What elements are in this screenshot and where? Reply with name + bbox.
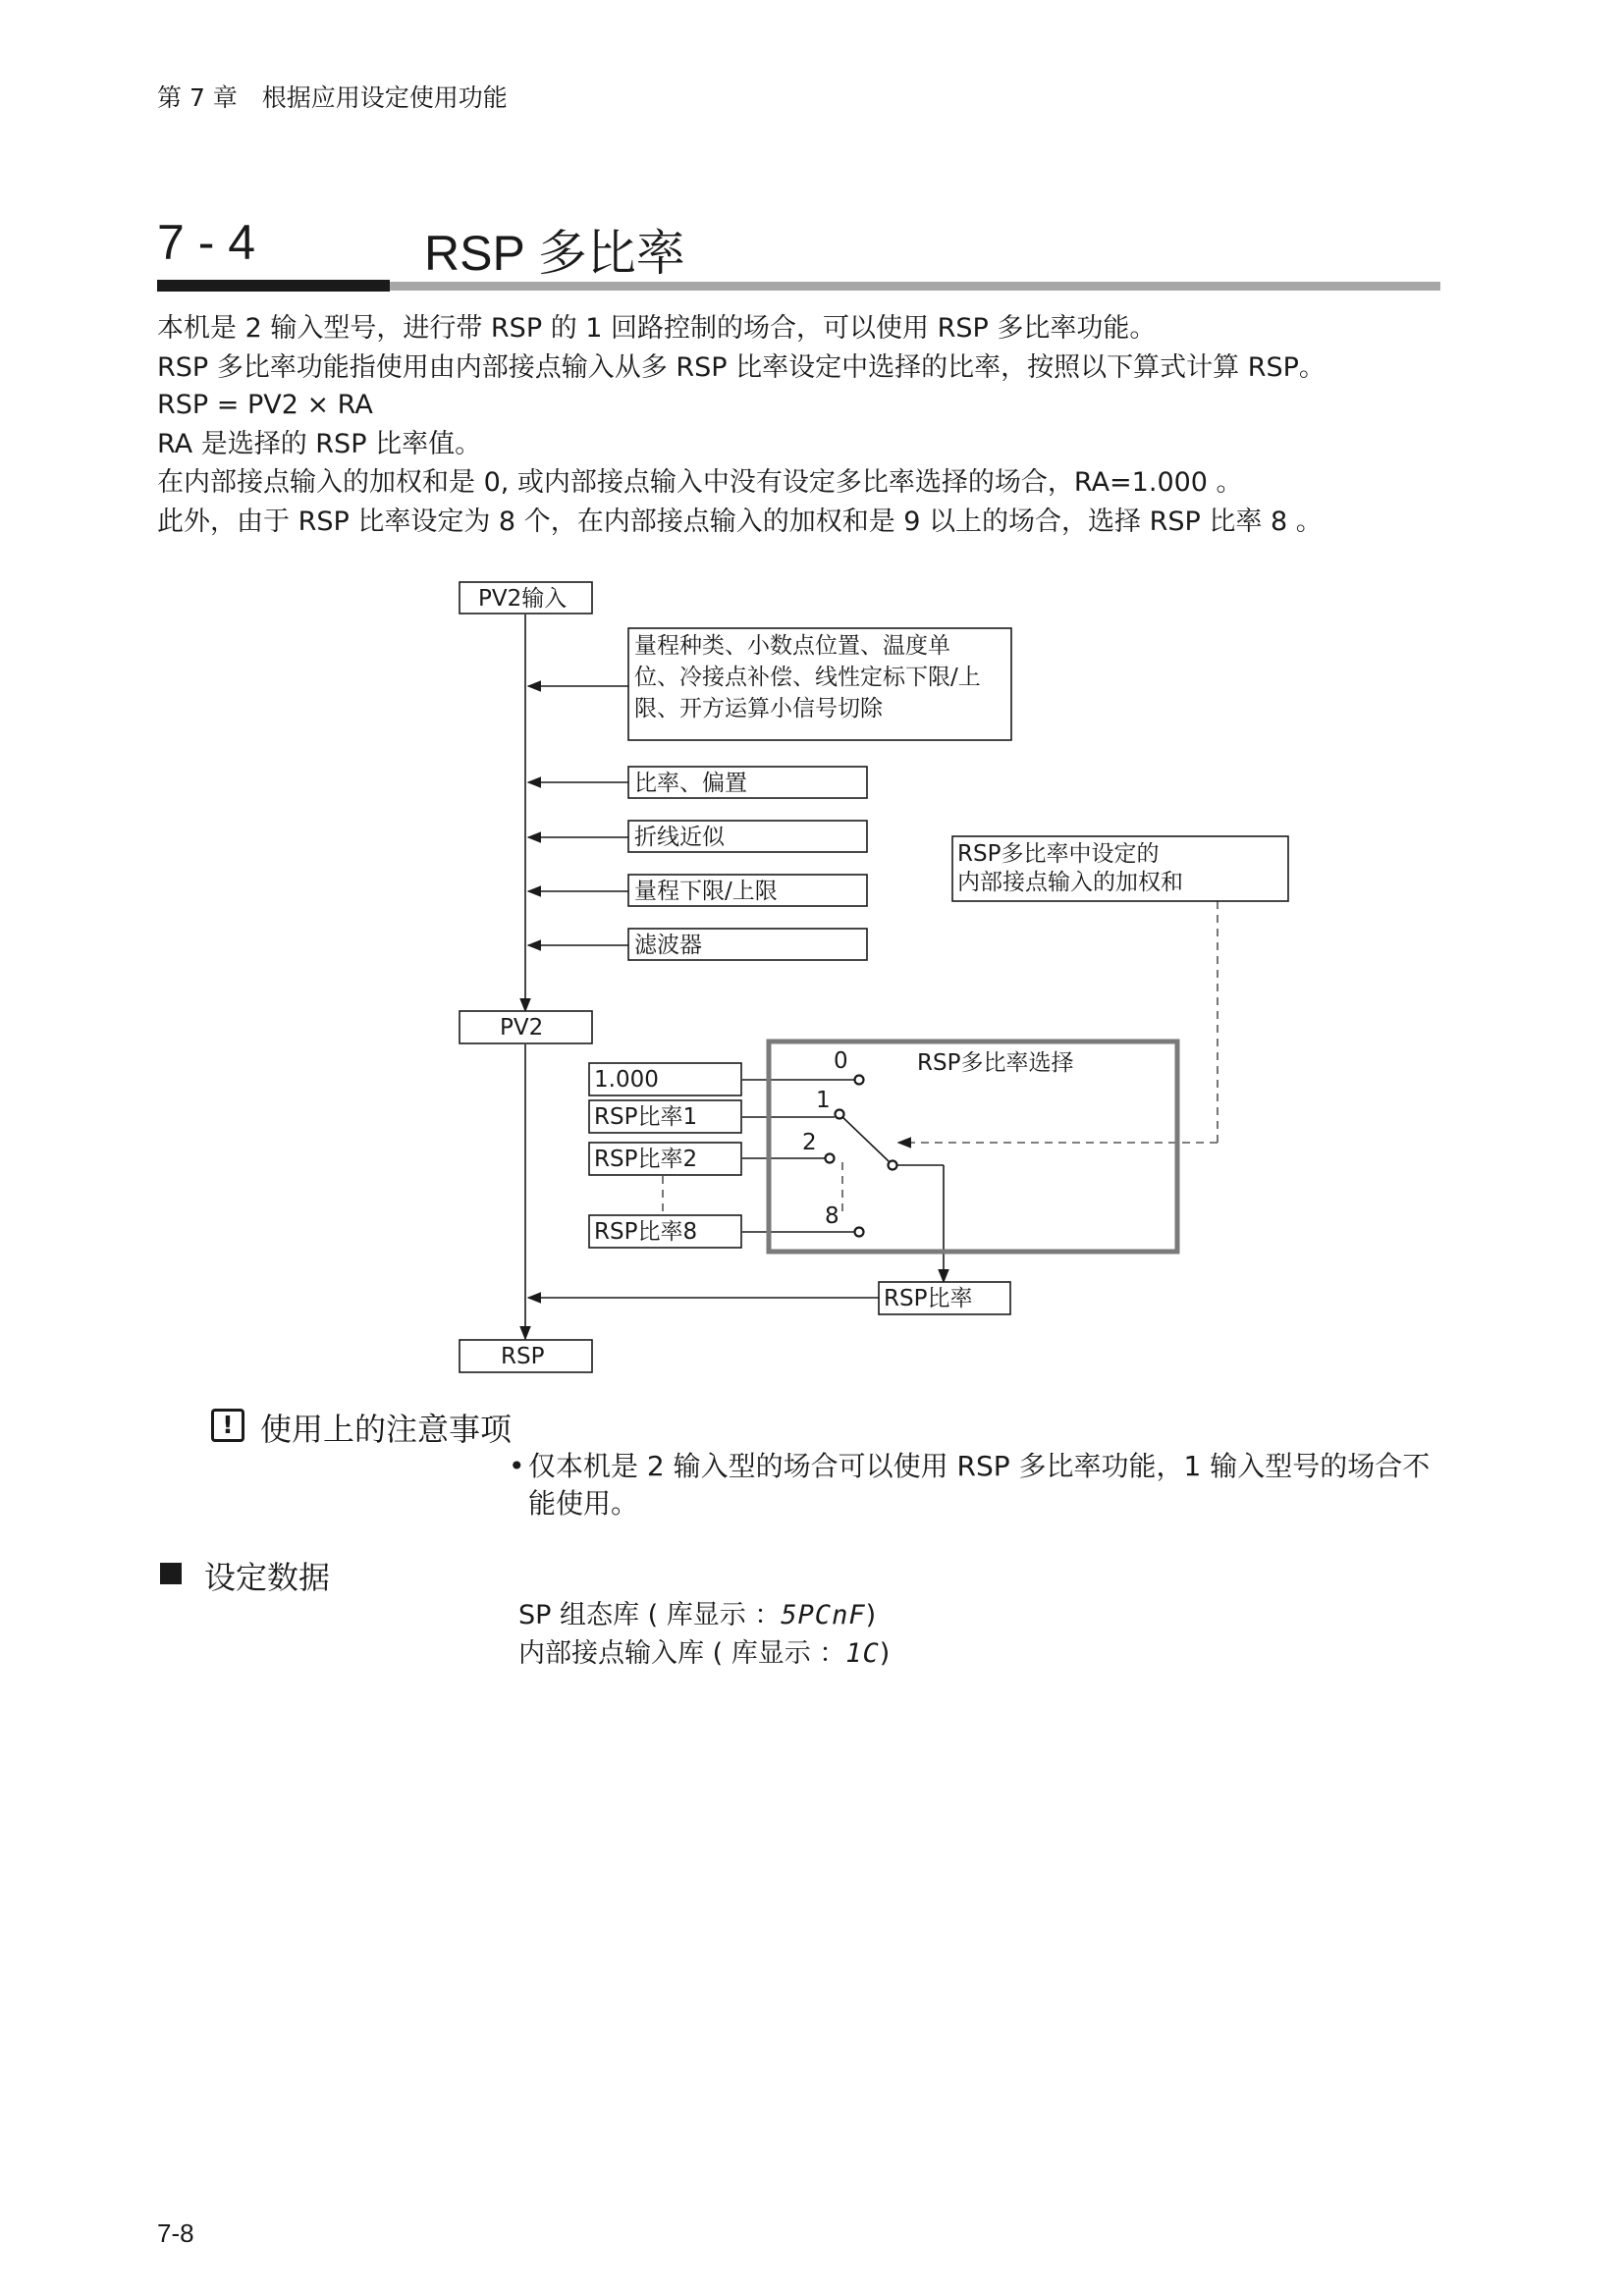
pv2-box: PV2	[500, 1015, 544, 1041]
paragraph: 本机是 2 输入型号，进行带 RSP 的 1 回路控制的场合，可以使用 RSP 多比率功能。	[157, 313, 1157, 344]
paragraph: 此外，由于 RSP 比率设定为 8 个，在内部接点输入的加权和是 9 以上的场合，选择 RSP 比率 8 。	[157, 507, 1323, 537]
notice-title: 使用上的注意事项	[260, 1411, 513, 1448]
rsp-ratio-1-box: RSP比率1	[594, 1104, 698, 1130]
selector-title: RSP多比率选择	[917, 1050, 1074, 1076]
section-title: RSP 多比率	[424, 226, 685, 281]
contact-label-0: 0	[834, 1048, 848, 1074]
rsp-output-box: RSP	[501, 1344, 545, 1369]
warning-icon: !	[211, 1409, 244, 1442]
filter-box: 滤波器	[634, 933, 702, 958]
bullet: •	[509, 1450, 525, 1482]
range-limits-box: 量程下限/上限	[634, 879, 778, 904]
section-number: 7 - 4	[157, 215, 256, 270]
range-settings-line: 位、冷接点补偿、线性定标下限/上	[634, 665, 981, 690]
page-number: 7-8	[157, 2218, 194, 2248]
contact-label-2: 2	[802, 1130, 817, 1155]
segment-display-code: 1C	[845, 1638, 880, 1669]
rsp-ratio-8-box: RSP比率8	[594, 1219, 698, 1245]
rsp-ratio-2-box: RSP比率2	[594, 1147, 698, 1172]
ratio-1000-box: 1.000	[594, 1067, 659, 1093]
formula: RSP = PV2 × RA	[157, 390, 373, 420]
paragraph: RA 是选择的 RSP 比率值。	[157, 429, 482, 459]
contact-label-1: 1	[816, 1088, 831, 1113]
paragraph: 在内部接点输入的加权和是 0, 或内部接点输入中没有设定多比率选择的场合，RA=1.000 。	[157, 467, 1243, 498]
settings-title: 设定数据	[204, 1559, 331, 1596]
chapter-header: 第 7 章 根据应用设定使用功能	[157, 83, 508, 112]
segment-display-code: 5PCnF	[781, 1600, 866, 1630]
settings-line-sp-config: SP 组态库 ( 库显示 ：5PCnF)	[518, 1600, 877, 1630]
paragraph: RSP 多比率功能指使用由内部接点输入从多 RSP 比率设定中选择的比率，按照以下算式计算 RSP。	[157, 352, 1326, 383]
weight-sum-line: 内部接点输入的加权和	[957, 870, 1183, 895]
square-bullet-icon	[160, 1563, 182, 1584]
linearization-box: 折线近似	[634, 825, 725, 850]
rsp-ratio-box: RSP比率	[884, 1286, 973, 1311]
notice-text: 仅本机是 2 输入型的场合可以使用 RSP 多比率功能，1 输入型号的场合不能使用。	[528, 1450, 1431, 1520]
ratio-bias-box: 比率、偏置	[634, 771, 747, 796]
contact-label-8: 8	[825, 1203, 839, 1229]
weight-sum-line: RSP多比率中设定的	[957, 841, 1160, 867]
pv2-input-box: PV2输入	[478, 586, 568, 612]
settings-line-contact-input: 内部接点输入库 ( 库显示 ：1C)	[518, 1638, 891, 1669]
range-settings-line: 量程种类、小数点位置、温度单	[634, 633, 950, 659]
range-settings-line: 限、开方运算小信号切除	[634, 696, 883, 721]
